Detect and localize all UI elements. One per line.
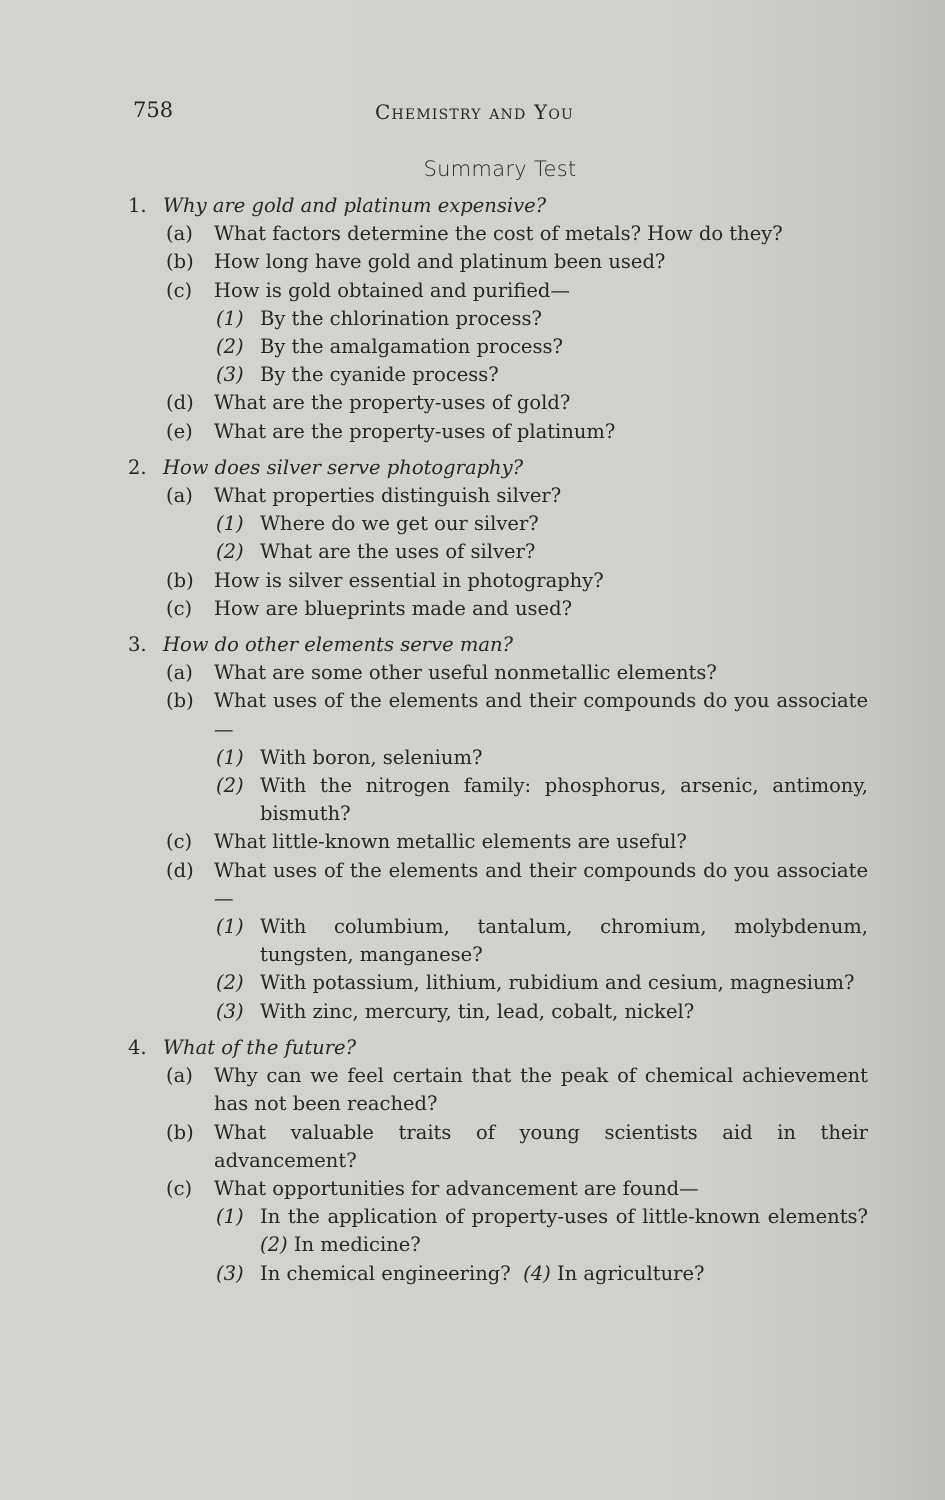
sub-item-text: With columbium, tantalum, chromium, molybdenum, tungsten, manganese? — [260, 915, 868, 967]
section-3-title — [128, 631, 868, 659]
section-number: 1. — [128, 194, 147, 217]
sub-question-item — [128, 913, 868, 969]
section-number: 4. — [128, 1035, 147, 1059]
question-item — [128, 828, 868, 856]
section-3 — [128, 631, 868, 1026]
sub-item-text — [260, 1203, 868, 1259]
item-text: What properties distinguish silver? — [214, 484, 562, 508]
item-text: How is gold obtained and purified— — [214, 278, 570, 302]
sub-question-item — [128, 510, 868, 538]
question-item — [128, 595, 868, 623]
sub-item-label: (3) — [216, 1261, 244, 1285]
sub-question-item — [128, 969, 868, 997]
item-text: What valuable traits of young scientists aid in their advancement? — [214, 1120, 868, 1172]
section-4 — [128, 1034, 868, 1288]
item-label: (e) — [166, 419, 193, 443]
item-label: (b) — [166, 250, 194, 274]
question-item — [128, 277, 868, 305]
section-1 — [128, 192, 868, 446]
sub-item-text — [260, 1260, 868, 1288]
sub-item-label: (1) — [216, 915, 244, 939]
question-item — [128, 567, 868, 595]
section-1-title — [128, 192, 868, 220]
question-item — [128, 1119, 868, 1175]
page-header — [0, 98, 945, 128]
sub-item-label: (1) — [216, 512, 244, 536]
item-label: (d) — [166, 858, 194, 882]
item-label: (b) — [166, 568, 194, 592]
inline-sub-text: In agriculture? — [556, 1261, 705, 1285]
section-question: How do other elements serve man? — [163, 633, 513, 657]
item-label: (c) — [166, 278, 193, 302]
question-item — [128, 482, 868, 510]
item-text: How are blueprints made and used? — [214, 596, 573, 620]
sub-item-label: (3) — [216, 363, 244, 387]
summary-test-heading: Summary Test — [423, 157, 577, 181]
section-question: What of the future? — [163, 1035, 357, 1059]
question-item — [128, 220, 868, 248]
section-number: 2. — [128, 455, 147, 479]
item-label: (c) — [166, 596, 193, 620]
section-question: Why are gold and platinum expensive? — [163, 194, 547, 217]
item-label: (a) — [166, 1064, 193, 1088]
item-label: (c) — [166, 1176, 193, 1200]
sub-item-text: With boron, selenium? — [260, 745, 483, 769]
item-text: What uses of the elements and their compounds do you associate— — [214, 689, 868, 741]
item-text: What opportunities for advancement are found— — [214, 1176, 699, 1200]
sub-question-item — [128, 538, 868, 566]
item-label: (c) — [166, 830, 193, 854]
question-item — [128, 248, 868, 276]
item-label: (b) — [166, 1120, 194, 1144]
item-text: Why can we feel certain that the peak of chemical achievement has not been reached? — [214, 1064, 868, 1116]
sub-question-item — [128, 1203, 868, 1259]
sub-item-label: (2) — [216, 774, 244, 798]
item-text: What are the property-uses of platinum? — [214, 419, 616, 443]
question-item — [128, 418, 868, 446]
item-text: What uses of the elements and their compounds do you associate— — [214, 858, 868, 910]
question-item — [128, 659, 868, 687]
question-item — [128, 389, 868, 417]
item-label: (a) — [166, 661, 193, 685]
item-text: What factors determine the cost of metals? How do they? — [214, 222, 783, 246]
sub-question-item — [128, 772, 868, 828]
inline-sub-label: (4) — [523, 1261, 551, 1285]
sub-question-item — [128, 305, 868, 333]
page-number: 758 — [133, 98, 174, 122]
sub-item-label: (1) — [216, 745, 244, 769]
sub-item-text: What are the uses of silver? — [260, 540, 536, 564]
sub-item-label: (2) — [216, 540, 244, 564]
sub-question-item — [128, 1260, 868, 1288]
item-label: (b) — [166, 689, 194, 713]
question-item — [128, 1175, 868, 1203]
sub-item-label: (2) — [216, 335, 244, 359]
section-number: 3. — [128, 633, 147, 657]
item-text: What little-known metallic elements are useful? — [214, 830, 687, 854]
sub-item-text: By the amalgamation process? — [260, 335, 563, 359]
sub-item-label: (3) — [216, 999, 244, 1023]
sub-question-item — [128, 998, 868, 1026]
sub-item-text-part: In chemical engineering? — [260, 1261, 511, 1285]
sub-item-text: By the cyanide process? — [260, 363, 499, 387]
question-item — [128, 1062, 868, 1118]
item-text: What are the property-uses of gold? — [214, 391, 571, 415]
sub-item-text: With the nitrogen family: phosphorus, arsenic, antimony, bismuth? — [260, 774, 868, 826]
sub-item-label: (1) — [216, 306, 244, 330]
sub-item-text: With potassium, lithium, rubidium and cesium, magnesium? — [260, 971, 855, 995]
sub-question-item — [128, 361, 868, 389]
item-text: What are some other useful nonmetallic elements? — [214, 661, 717, 685]
item-label: (a) — [166, 484, 193, 508]
sub-item-text-part: In the application of property-uses of little-known elements? — [260, 1205, 868, 1229]
question-item — [128, 687, 868, 743]
sub-item-label: (1) — [216, 1205, 244, 1229]
sub-item-label: (2) — [216, 971, 244, 995]
sub-item-text: With zinc, mercury, tin, lead, cobalt, nickel? — [260, 999, 695, 1023]
sub-question-item — [128, 744, 868, 772]
sub-item-text: Where do we get our silver? — [260, 512, 539, 536]
item-label: (d) — [166, 391, 194, 415]
inline-sub-label: (2) — [260, 1233, 288, 1257]
item-label: (a) — [166, 222, 193, 246]
sub-item-text: By the chlorination process? — [260, 306, 542, 330]
section-4-title — [128, 1034, 868, 1062]
section-2-title — [128, 454, 868, 482]
question-list — [128, 192, 868, 1296]
section-question: How does silver serve photography? — [163, 455, 524, 479]
running-title: Chemistry and You — [375, 100, 575, 124]
item-text: How is silver essential in photography? — [214, 568, 604, 592]
sub-question-item — [128, 333, 868, 361]
question-item — [128, 857, 868, 913]
section-2 — [128, 454, 868, 623]
inline-sub-text: In medicine? — [293, 1233, 421, 1257]
item-text: How long have gold and platinum been used? — [214, 250, 666, 274]
